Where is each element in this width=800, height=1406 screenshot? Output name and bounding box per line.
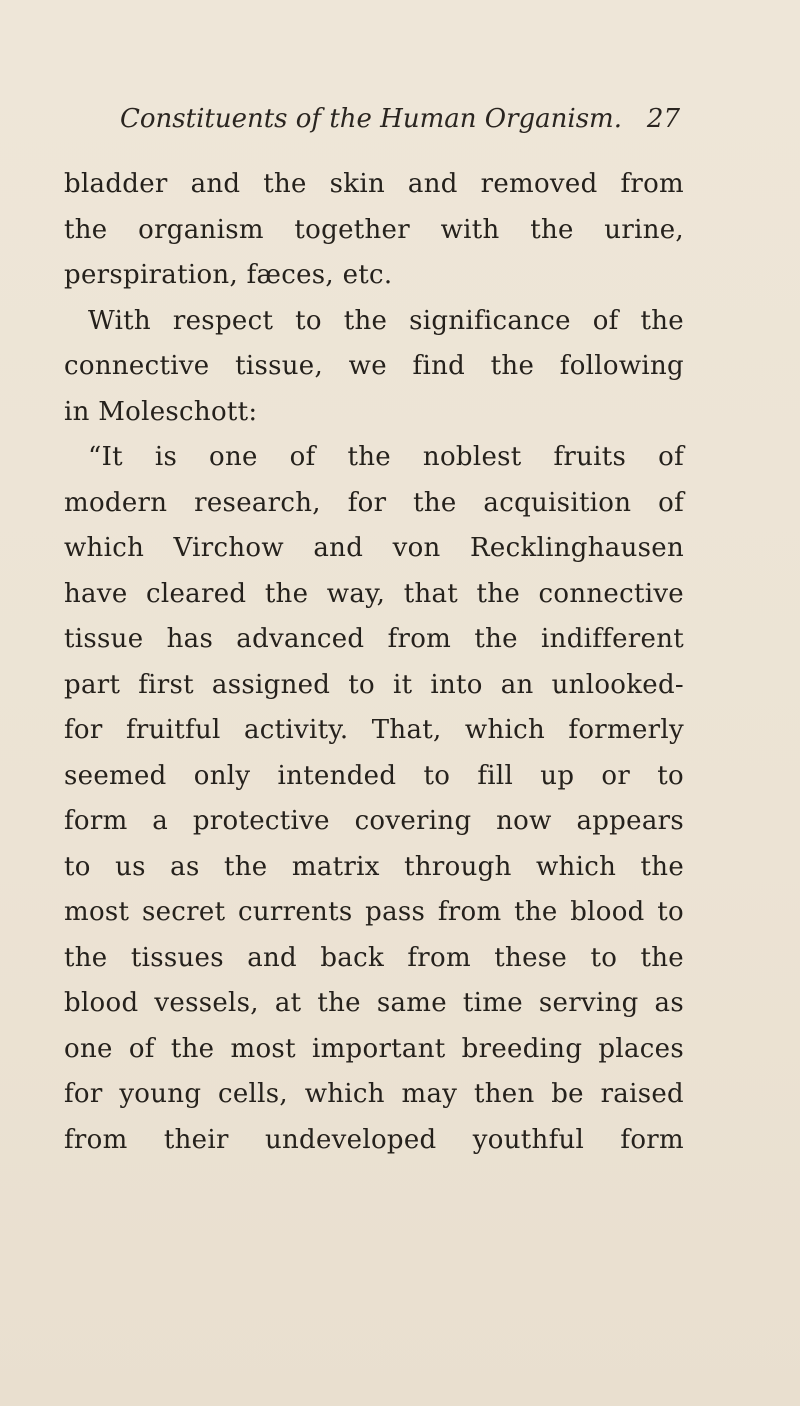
text-line: blood vessels, at the same time serving as bbox=[64, 988, 684, 1018]
text-line: modern research, for the acquisition of bbox=[64, 487, 684, 518]
text-line: one of the most important breeding places bbox=[64, 1033, 684, 1064]
text-line: most secret currents pass from the blood to bbox=[64, 897, 684, 927]
text-line: form a protective covering now appears bbox=[64, 806, 684, 836]
text-line: seemed only intended to fill up or to bbox=[64, 760, 684, 791]
text-line: for fruitful activity. That, which formerly bbox=[64, 715, 684, 745]
text-line: the organism together with the urine, bbox=[64, 214, 684, 245]
text-line: the tissues and back from these to the bbox=[64, 942, 684, 973]
text-line: to us as the matrix through which the bbox=[64, 851, 684, 882]
text-line: for young cells, which may then be raised bbox=[64, 1079, 684, 1109]
text-line: With respect to the significance of the bbox=[88, 305, 684, 336]
body-text bbox=[64, 162, 684, 1163]
running-head-title: Constituents of the Human Organism. bbox=[120, 104, 622, 134]
text-line: in Moleschott: bbox=[64, 396, 258, 427]
text-line: which Virchow and von Recklinghausen bbox=[64, 533, 684, 563]
text-line: perspiration, fæces, etc. bbox=[64, 260, 393, 290]
text-line: tissue has advanced from the indifferent bbox=[64, 624, 684, 654]
page-number: 27 bbox=[646, 104, 680, 134]
text-line: connective tissue, we find the following bbox=[64, 351, 684, 381]
text-line: part first assigned to it into an unlooked- bbox=[64, 669, 684, 700]
text-line: “It is one of the noblest fruits of bbox=[88, 442, 684, 472]
running-head bbox=[120, 104, 680, 144]
text-line: bladder and the skin and removed from bbox=[64, 169, 684, 199]
text-line: have cleared the way, that the connective bbox=[64, 578, 684, 609]
text-line: from their undeveloped youthful form bbox=[64, 1124, 684, 1155]
